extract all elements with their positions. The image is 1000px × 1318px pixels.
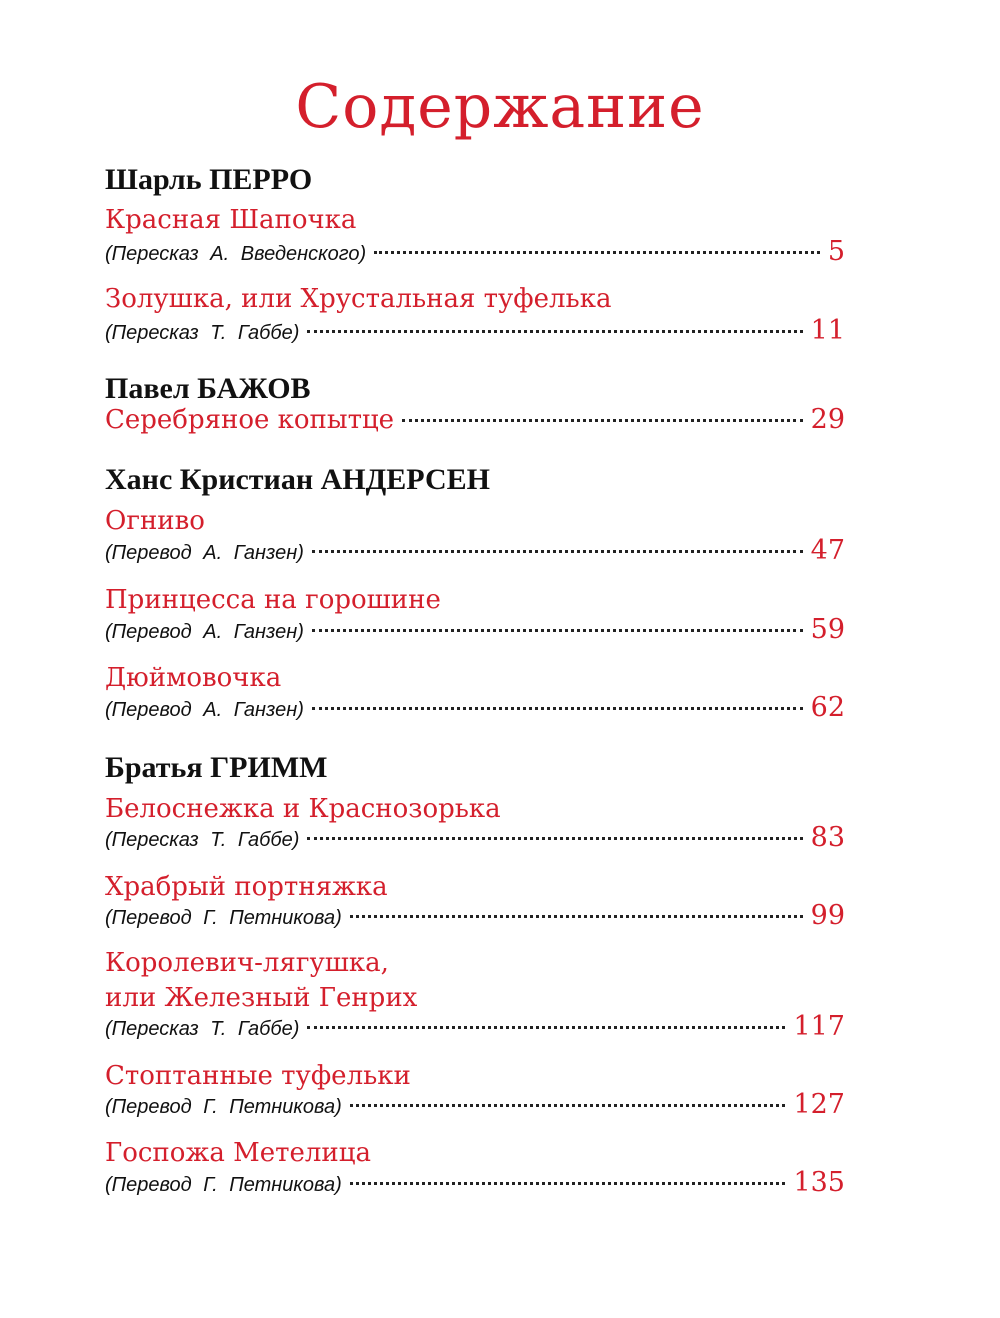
toc-entry[interactable] [105,900,845,940]
story-title: Храбрый портняжка [105,872,388,902]
toc-entry[interactable] [105,315,845,355]
credit: (Пересказ А. Введенского) [105,243,367,265]
page-number: 127 [793,1089,845,1120]
page-number: 59 [810,614,845,645]
credit: (Перевод А. Ганзен) [105,621,304,643]
page-number: 29 [810,404,845,435]
page-number: 62 [810,692,845,723]
story-title: Золушка, или Хрустальная туфелька [105,284,612,314]
page-number: 47 [810,535,845,566]
author-heading: Ханс Кристиан АНДЕРСЕН [105,463,490,496]
story-title: Королевич-лягушка, [105,948,389,978]
page-number: 135 [793,1167,845,1198]
toc-entry[interactable] [105,822,845,862]
dot-leader [350,1182,786,1185]
dot-leader [312,707,803,710]
dot-leader [307,330,802,333]
credit: (Пересказ Т. Габбе) [105,829,300,851]
dot-leader [307,837,802,840]
story-title: Дюймовочка [105,663,282,693]
page-number: 11 [810,315,845,346]
story-title: Стоптанные туфельки [105,1061,411,1091]
toc-entry[interactable] [105,535,845,575]
page-number: 99 [810,900,845,931]
credit: (Перевод А. Ганзен) [105,542,304,564]
dot-leader [312,629,803,632]
story-title: Принцесса на горошине [105,585,441,615]
story-title: Красная Шапочка [105,205,357,235]
credit: (Пересказ Т. Габбе) [105,322,300,344]
story-title: Белоснежка и Краснозорька [105,794,501,824]
toc-entry[interactable] [105,1011,845,1051]
dot-leader [312,550,803,553]
dot-leader [350,1104,786,1107]
page-number: 117 [793,1011,845,1042]
credit: (Перевод А. Ганзен) [105,699,304,721]
author-heading: Шарль ПЕРРО [105,163,313,196]
dot-leader [307,1026,785,1029]
story-title: Огниво [105,506,205,536]
dot-leader [374,251,820,254]
dot-leader [402,419,803,422]
toc-entry[interactable] [105,1089,845,1129]
toc-entry[interactable] [105,692,845,732]
story-title-continued: или Железный Генрих [105,983,418,1013]
story-title: Госпожа Метелица [105,1138,371,1168]
toc-entry[interactable] [105,236,845,276]
page-number: 83 [810,822,845,853]
page-title: Содержание [295,72,705,142]
credit: (Перевод Г. Петникова) [105,907,342,929]
story-title: Серебряное копытце [105,405,395,435]
dot-leader [350,915,803,918]
toc-entry[interactable] [105,404,845,444]
toc-entry[interactable] [105,614,845,654]
credit: (Перевод Г. Петникова) [105,1096,342,1118]
credit: (Пересказ Т. Габбе) [105,1018,300,1040]
page-number: 5 [827,236,845,267]
author-heading: Братья ГРИММ [105,751,328,784]
author-heading: Павел БАЖОВ [105,372,311,405]
toc-entry[interactable] [105,1167,845,1207]
credit: (Перевод Г. Петникова) [105,1174,342,1196]
